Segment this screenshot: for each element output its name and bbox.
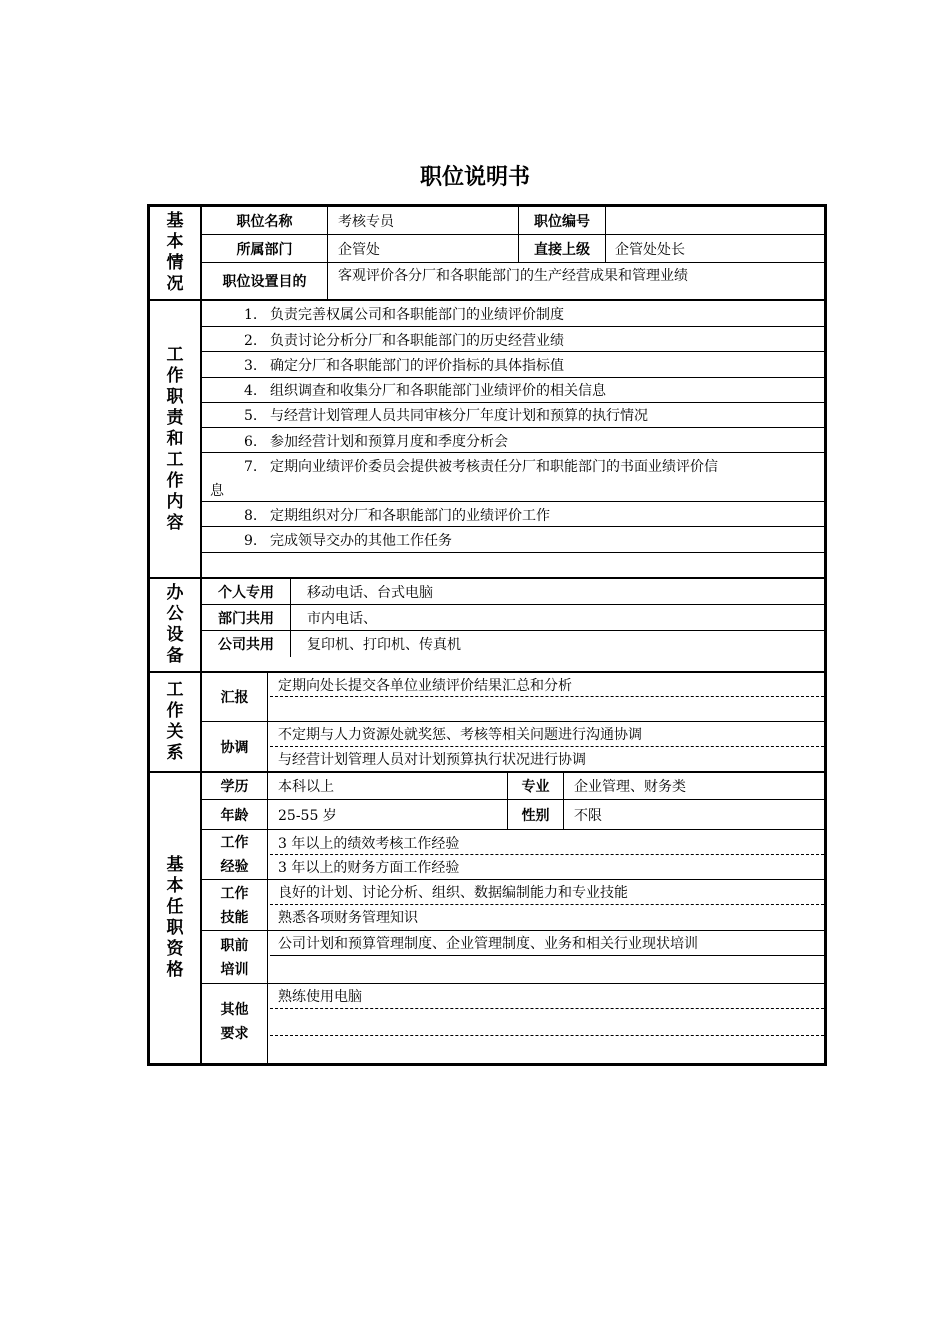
equipment-label: 部门共用 <box>218 610 274 627</box>
other-requirements-label: 其他 要求 <box>220 1002 249 1042</box>
other-requirements-line: 熟练使用电脑 <box>278 989 362 1005</box>
age-label: 年龄 <box>220 807 249 824</box>
position-code-label: 职位编号 <box>534 213 590 230</box>
coordinate-line: 与经营计划管理人员对计划预算执行状况进行协调 <box>278 752 586 768</box>
purpose-label: 职位设置目的 <box>222 274 307 290</box>
supervisor-value: 企管处处长 <box>615 241 685 258</box>
skills-label: 工作 技能 <box>220 885 249 926</box>
position-name-value: 考核专员 <box>338 213 394 230</box>
experience-line: 3 年以上的绩效考核工作经验 <box>278 836 460 852</box>
department-value: 企管处 <box>338 241 380 258</box>
training-line: 公司计划和预算管理制度、企业管理制度、业务和相关行业现状培训 <box>278 936 698 952</box>
duty-item: 2. 负责讨论分析分厂和各职能部门的历史经营业绩 <box>244 333 564 349</box>
report-line: 定期向处长提交各单位业绩评价结果汇总和分析 <box>278 678 572 694</box>
department-label: 所属部门 <box>236 241 293 258</box>
skills-line: 良好的计划、讨论分析、组织、数据编制能力和专业技能 <box>278 885 628 901</box>
equipment-label: 公司共用 <box>218 636 274 653</box>
gender-value: 不限 <box>574 807 602 824</box>
major-value: 企业管理、财务类 <box>574 779 686 795</box>
section-equipment <box>150 579 824 673</box>
duty-item: 4. 组织调查和收集分厂和各职能部门业绩评价的相关信息 <box>244 383 606 399</box>
experience-line: 3 年以上的财务方面工作经验 <box>278 860 460 876</box>
duty-item: 3. 确定分厂和各职能部门的评价指标的具体指标值 <box>244 358 564 374</box>
position-code-value <box>615 207 815 234</box>
experience-label: 工作 经验 <box>220 835 249 875</box>
purpose-value: 客观评价各分厂和各职能部门的生产经营成果和管理业绩 <box>338 268 688 284</box>
section-label-duties: 工 作 职 责 和 工 作 内 容 <box>150 301 202 577</box>
coordinate-line: 不定期与人力资源处就奖惩、考核等相关问题进行沟通协调 <box>278 727 642 743</box>
duty-item: 6. 参加经营计划和预算月度和季度分析会 <box>244 434 508 450</box>
supervisor-label: 直接上级 <box>534 241 590 258</box>
age-value: 25-55 岁 <box>278 807 337 824</box>
duty-item: 1. 负责完善权属公司和各职能部门的业绩评价制度 <box>244 307 564 323</box>
duty-item: 5. 与经营计划管理人员共同审核分厂年度计划和预算的执行情况 <box>244 408 648 424</box>
document-title: 职位说明书 <box>419 165 530 190</box>
equipment-value: 复印机、打印机、传真机 <box>307 636 461 653</box>
equipment-value: 移动电话、台式电脑 <box>307 584 433 601</box>
equipment-value: 市内电话、 <box>307 610 377 627</box>
duty-item: 7. 定期向业绩评价委员会提供被考核责任分厂和职能部门的书面业绩评价信 <box>244 459 718 475</box>
section-label-qualifications: 基 本 任 职 资 格 <box>150 773 202 1063</box>
section-label-equipment: 办 公 设 备 <box>150 579 202 671</box>
job-description-table <box>147 204 827 1066</box>
gender-label: 性别 <box>521 807 550 824</box>
section-duties <box>150 301 824 579</box>
section-basic-info <box>150 207 824 301</box>
education-label: 学历 <box>220 779 249 795</box>
section-label-basic-info: 基 本 情 况 <box>150 207 202 299</box>
skills-line: 熟悉各项财务管理知识 <box>278 910 418 926</box>
duty-item: 9. 完成领导交办的其他工作任务 <box>244 533 452 549</box>
major-label: 专业 <box>521 779 550 795</box>
training-label: 职前 培训 <box>220 937 249 978</box>
equipment-label: 个人专用 <box>218 584 274 601</box>
report-label: 汇报 <box>220 690 249 706</box>
coordinate-label: 协调 <box>220 739 249 756</box>
duty-item: 8. 定期组织对分厂和各职能部门的业绩评价工作 <box>244 508 550 524</box>
duty-item-wrap: 息 <box>210 483 224 499</box>
section-label-relations: 工 作 关 系 <box>150 673 202 771</box>
section-relations <box>150 673 824 773</box>
position-name-label: 职位名称 <box>236 213 293 230</box>
section-qualifications <box>150 773 824 1063</box>
education-value: 本科以上 <box>278 779 334 795</box>
